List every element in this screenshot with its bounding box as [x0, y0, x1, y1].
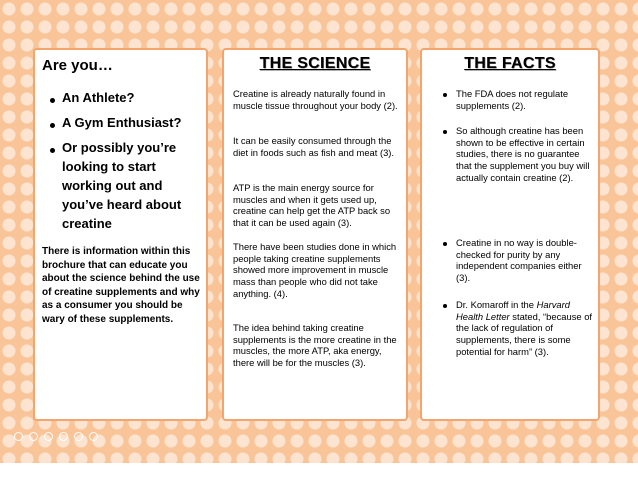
bullet-icon	[443, 130, 447, 134]
circle-icon	[59, 432, 68, 441]
science-paragraph: It can be easily consumed through the diet in foods such as fish and meat (3).	[233, 135, 395, 158]
fact-item: The FDA does not regulate supplements (2).	[456, 88, 569, 111]
circle-icon	[14, 432, 23, 441]
fact-suffix: stated, “because of the lack of regulation of supplements, there is some potential for harm” (3).	[456, 310, 593, 357]
bullet-start-working-out: Or possibly you’re looking to start working out and you’ve heard about creatine	[62, 140, 182, 231]
fact-item: Creatine in no way is double-checked for purity by any independent companies either (3).	[456, 237, 582, 284]
circle-icon	[29, 432, 38, 441]
bullet-icon	[443, 304, 447, 308]
page-bottom-margin	[0, 463, 638, 493]
bullet-icon	[50, 123, 55, 128]
bullet-icon	[443, 93, 447, 97]
science-paragraph: The idea behind taking creatine supplements is the more creatine in the muscles, the more ATP, aka energy, there will be for the muscles (3).	[233, 322, 397, 369]
bullet-icon	[50, 98, 55, 103]
science-paragraph: Creatine is already naturally found in muscle tissue throughout your body (2).	[233, 88, 398, 111]
bullet-athlete: An Athlete?	[62, 90, 135, 105]
facts-heading: THE FACTS	[464, 55, 556, 72]
fact-item: So although creatine has been shown to be effective in certain studies, there is no guarantee that the supplement you buy will actually contain creatine (2).	[456, 125, 590, 183]
bullet-gym-enthusiast: A Gym Enthusiast?	[62, 115, 182, 130]
intro-paragraph: There is information within this brochure that can educate you about the science behind the use of creatine supplements and why as a consumer you should be wary of these supplements.	[42, 246, 200, 325]
circle-icon	[89, 432, 98, 441]
circle-icon	[44, 432, 53, 441]
circle-icon	[74, 432, 83, 441]
science-paragraph: ATP is the main energy source for muscles and when it gets used up, creatine can help get the ATP back so that it can be used again (3).	[233, 182, 391, 229]
science-paragraph: There have been studies done in which people taking creatine supplements showed more improvement in muscle mass than people who did not take anything. (4).	[233, 241, 397, 299]
harvard-health-letter-title: Harvard Health Letter	[456, 299, 570, 322]
bullet-icon	[443, 242, 447, 246]
bullet-icon	[50, 148, 55, 153]
fact-prefix: Dr. Komaroff in the	[456, 299, 537, 310]
fact-item-harvard	[456, 299, 596, 358]
science-heading: THE SCIENCE	[259, 55, 371, 72]
are-you-heading: Are you…	[42, 57, 113, 74]
